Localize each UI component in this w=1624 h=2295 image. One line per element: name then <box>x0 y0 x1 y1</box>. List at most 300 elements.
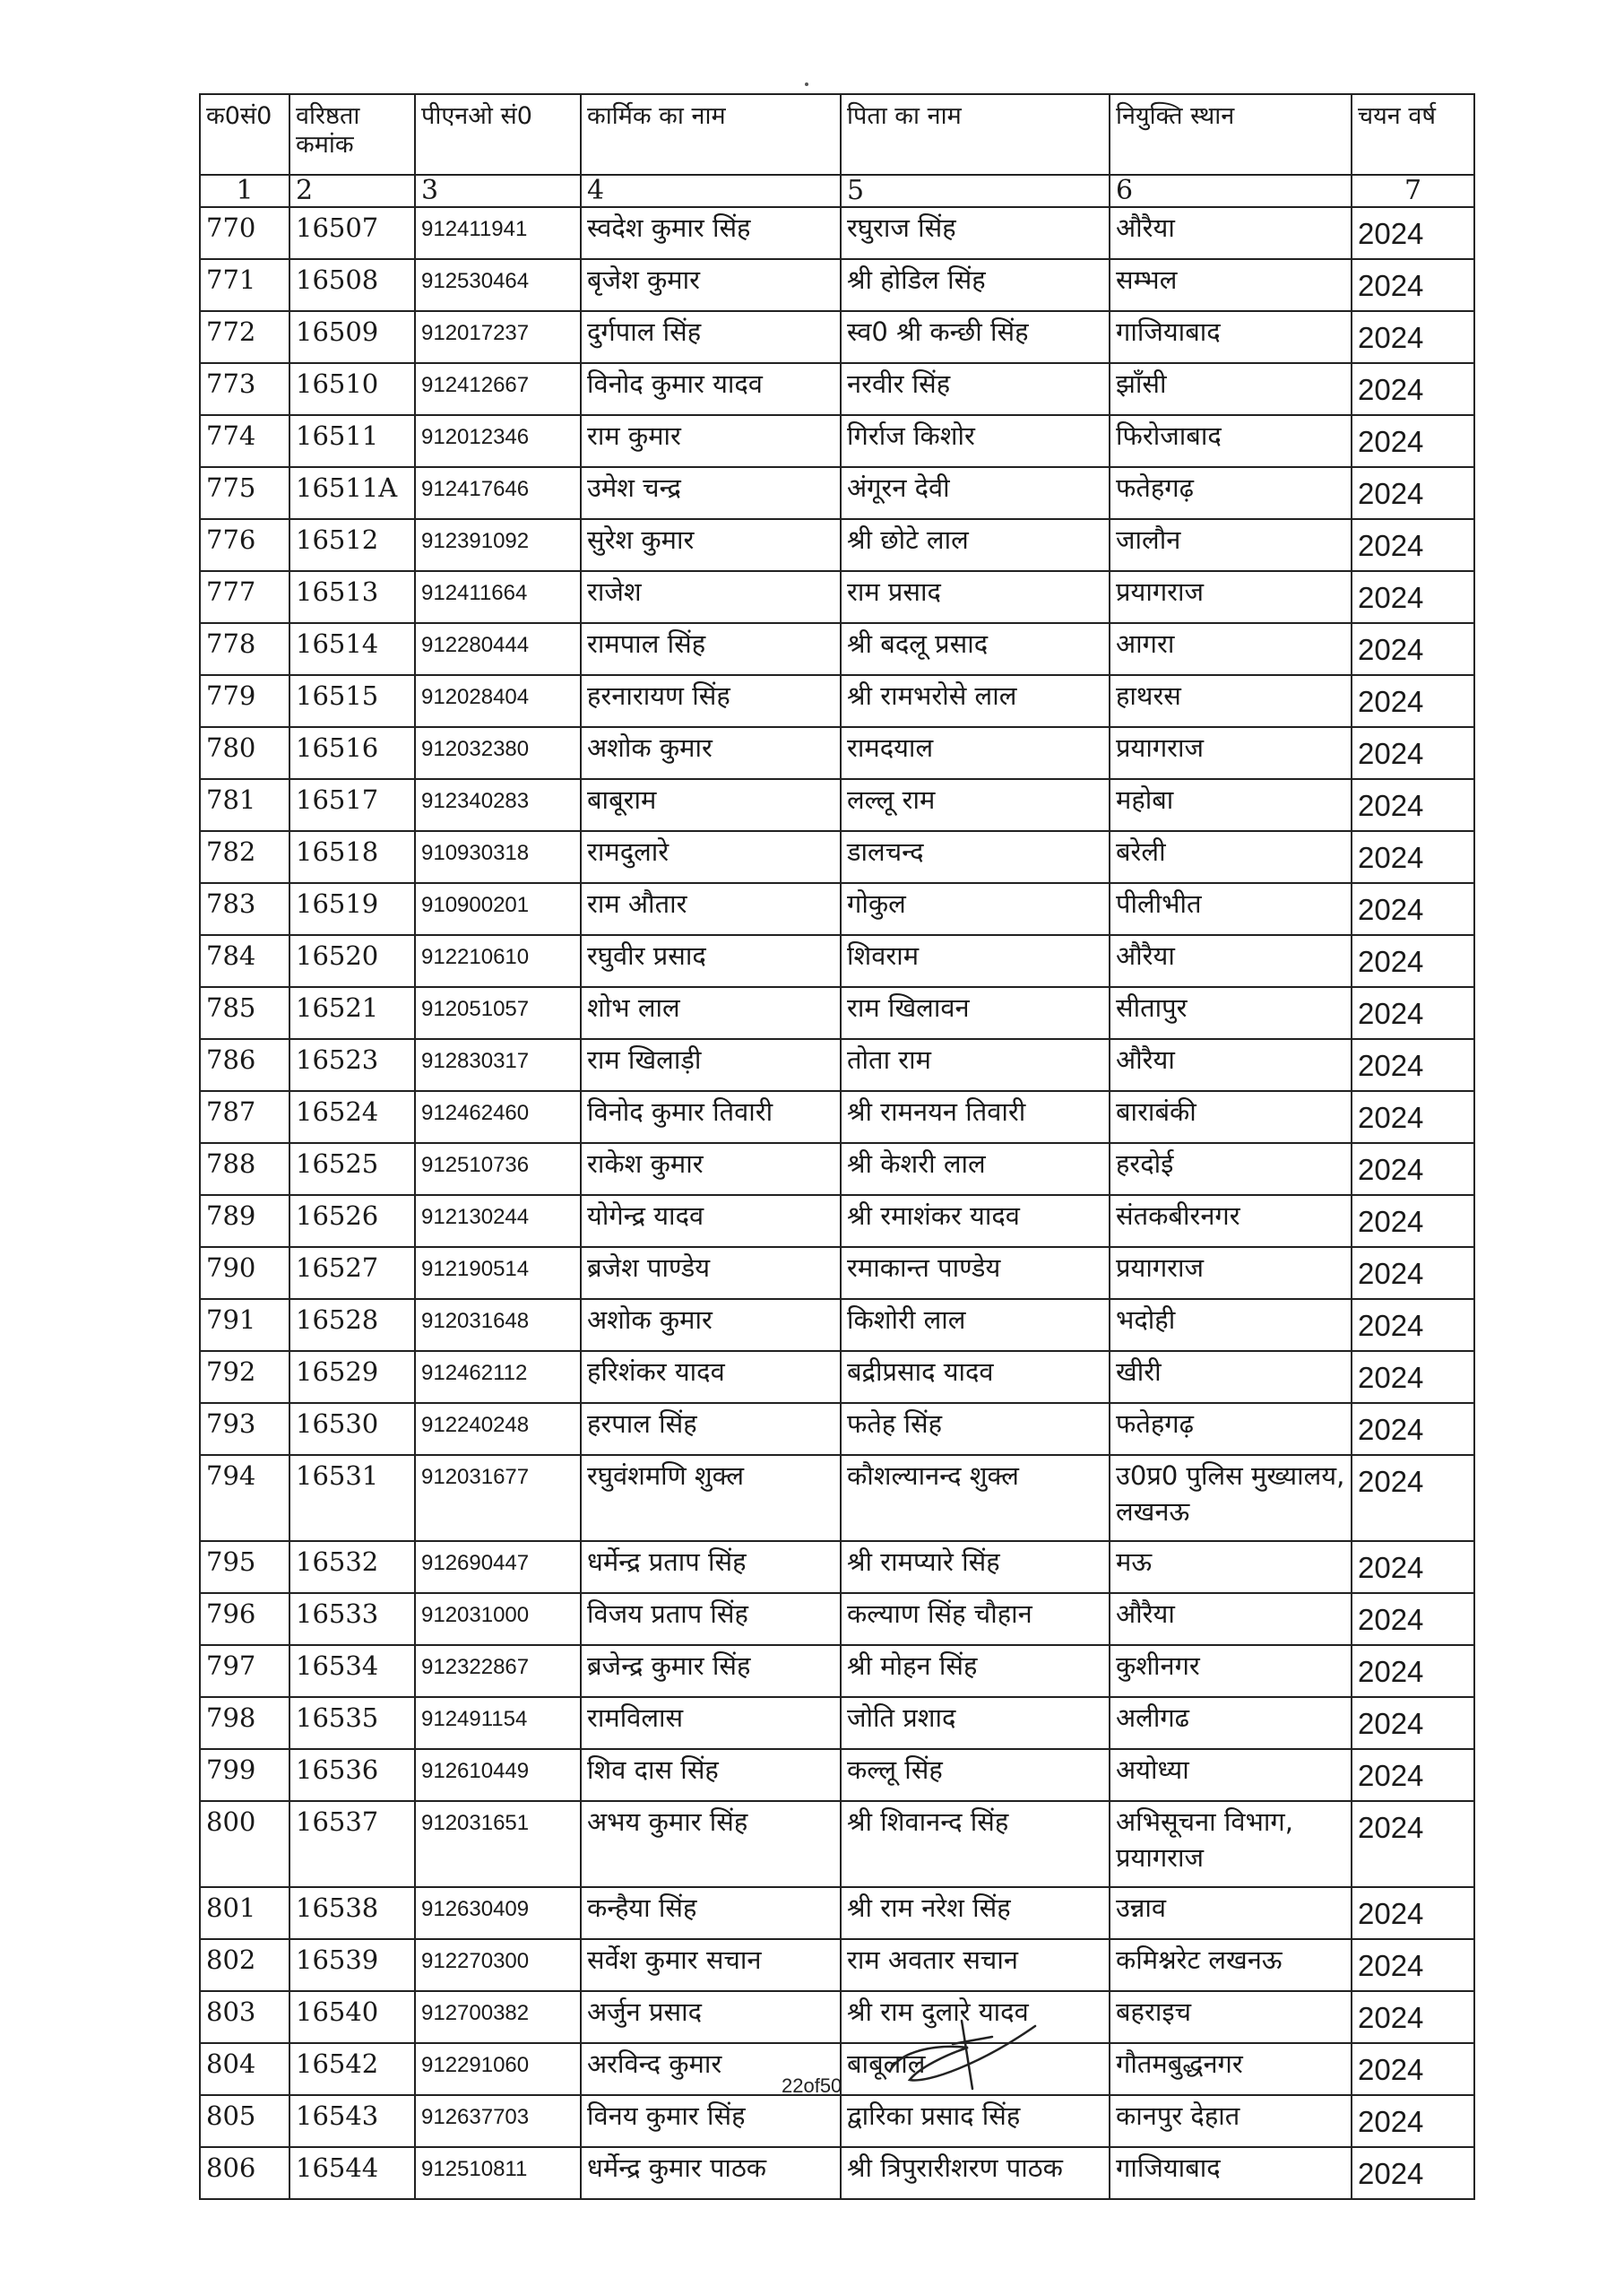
table-row <box>200 831 1474 883</box>
table-row <box>200 1091 1474 1143</box>
column-number: 3 <box>415 175 581 207</box>
name-cell: शोभ लाल <box>581 987 841 1039</box>
father-name-cell: श्री त्रिपुरारीशरण पाठक <box>841 2147 1110 2199</box>
name-cell: अभय कुमार सिंह <box>581 1801 841 1887</box>
pno-cell: 912017237 <box>415 311 581 363</box>
table-row <box>200 1541 1474 1593</box>
seniority-cell: 16532 <box>289 1541 415 1593</box>
serial-cell: 789 <box>200 1195 289 1247</box>
serial-cell: 790 <box>200 1247 289 1299</box>
pno-cell: 912530464 <box>415 259 581 311</box>
pno-cell: 912411664 <box>415 571 581 623</box>
scan-speck <box>805 82 808 86</box>
seniority-cell: 16521 <box>289 987 415 1039</box>
father-name-cell: बाबूलाल <box>841 2043 1110 2095</box>
father-name-cell: स्व0 श्री कन्छी सिंह <box>841 311 1110 363</box>
column-number: 2 <box>289 175 415 207</box>
pno-cell: 912610449 <box>415 1749 581 1801</box>
table-row <box>200 623 1474 675</box>
posting-place-cell: औरैया <box>1110 1593 1352 1645</box>
serial-cell: 796 <box>200 1593 289 1645</box>
pno-cell: 912240248 <box>415 1403 581 1455</box>
table-row <box>200 1887 1474 1939</box>
father-name-cell: राम खिलावन <box>841 987 1110 1039</box>
pno-cell: 912031000 <box>415 1593 581 1645</box>
table-row <box>200 987 1474 1039</box>
posting-place-cell: प्रयागराज <box>1110 1247 1352 1299</box>
selection-year-cell: 2024 <box>1352 467 1474 519</box>
seniority-cell: 16543 <box>289 2095 415 2147</box>
header-year: चयन वर्ष <box>1352 94 1474 175</box>
posting-place-cell: कानपुर देहात <box>1110 2095 1352 2147</box>
serial-cell: 804 <box>200 2043 289 2095</box>
table-row <box>200 1991 1474 2043</box>
serial-cell: 802 <box>200 1939 289 1991</box>
father-name-cell: श्री बदलू प्रसाद <box>841 623 1110 675</box>
name-cell: सर्वेश कुमार सचान <box>581 1939 841 1991</box>
serial-cell: 772 <box>200 311 289 363</box>
table-row <box>200 675 1474 727</box>
header-row <box>200 94 1474 175</box>
serial-cell: 799 <box>200 1749 289 1801</box>
father-name-cell: राम प्रसाद <box>841 571 1110 623</box>
table-row <box>200 519 1474 571</box>
seniority-cell: 16544 <box>289 2147 415 2199</box>
seniority-cell: 16508 <box>289 259 415 311</box>
table-row <box>200 207 1474 259</box>
father-name-cell: श्री रामनयन तिवारी <box>841 1091 1110 1143</box>
table-row <box>200 1593 1474 1645</box>
header-seniority: वरिष्ठता कमांक <box>289 94 415 175</box>
father-name-cell: श्री राम नरेश सिंह <box>841 1887 1110 1939</box>
seniority-cell: 16509 <box>289 311 415 363</box>
father-name-cell: श्री मोहन सिंह <box>841 1645 1110 1697</box>
father-name-cell: श्री छोटे लाल <box>841 519 1110 571</box>
name-cell: रामपाल सिंह <box>581 623 841 675</box>
pno-cell: 912012346 <box>415 415 581 467</box>
table-row <box>200 1351 1474 1403</box>
seniority-cell: 16510 <box>289 363 415 415</box>
posting-place-cell: कमिश्नरेट लखनऊ <box>1110 1939 1352 1991</box>
pno-cell: 912280444 <box>415 623 581 675</box>
pno-cell: 912510736 <box>415 1143 581 1195</box>
posting-place-cell: सीतापुर <box>1110 987 1352 1039</box>
selection-year-cell: 2024 <box>1352 1697 1474 1749</box>
selection-year-cell: 2024 <box>1352 311 1474 363</box>
selection-year-cell: 2024 <box>1352 571 1474 623</box>
serial-cell: 801 <box>200 1887 289 1939</box>
seniority-cell: 16519 <box>289 883 415 935</box>
name-cell: राकेश कुमार <box>581 1143 841 1195</box>
father-name-cell: श्री केशरी लाल <box>841 1143 1110 1195</box>
selection-year-cell: 2024 <box>1352 1541 1474 1593</box>
seniority-cell: 16518 <box>289 831 415 883</box>
father-name-cell: श्री शिवानन्द सिंह <box>841 1801 1110 1887</box>
table-row <box>200 1645 1474 1697</box>
father-name-cell: रमाकान्त पाण्डेय <box>841 1247 1110 1299</box>
posting-place-cell: औरैया <box>1110 935 1352 987</box>
seniority-cell: 16529 <box>289 1351 415 1403</box>
signature-icon <box>883 2001 1044 2100</box>
seniority-cell: 16542 <box>289 2043 415 2095</box>
column-number: 7 <box>1352 175 1474 207</box>
pno-cell: 912031651 <box>415 1801 581 1887</box>
seniority-cell: 16520 <box>289 935 415 987</box>
father-name-cell: कौशल्यानन्द शुक्ल <box>841 1455 1110 1541</box>
pno-cell: 912051057 <box>415 987 581 1039</box>
serial-cell: 782 <box>200 831 289 883</box>
pno-cell: 912032380 <box>415 727 581 779</box>
pno-cell: 912510811 <box>415 2147 581 2199</box>
column-number: 6 <box>1110 175 1352 207</box>
seniority-cell: 16507 <box>289 207 415 259</box>
posting-place-cell: अयोध्या <box>1110 1749 1352 1801</box>
header-pno: पीएनओ सं0 <box>415 94 581 175</box>
name-cell: राम खिलाड़ी <box>581 1039 841 1091</box>
posting-place-cell: झाँसी <box>1110 363 1352 415</box>
seniority-cell: 16536 <box>289 1749 415 1801</box>
header-serial: क0सं0 <box>200 94 289 175</box>
posting-place-cell: प्रयागराज <box>1110 727 1352 779</box>
posting-place-cell: संतकबीरनगर <box>1110 1195 1352 1247</box>
table-row <box>200 1195 1474 1247</box>
serial-cell: 773 <box>200 363 289 415</box>
table-row <box>200 1455 1474 1541</box>
selection-year-cell: 2024 <box>1352 207 1474 259</box>
serial-cell: 774 <box>200 415 289 467</box>
name-cell: रघुवंशमणि शुक्ल <box>581 1455 841 1541</box>
name-cell: विनोद कुमार तिवारी <box>581 1091 841 1143</box>
father-name-cell: श्री होडिल सिंह <box>841 259 1110 311</box>
serial-cell: 794 <box>200 1455 289 1541</box>
father-name-cell: श्री रामभरोसे लाल <box>841 675 1110 727</box>
serial-cell: 805 <box>200 2095 289 2147</box>
seniority-cell: 16540 <box>289 1991 415 2043</box>
selection-year-cell: 2024 <box>1352 883 1474 935</box>
name-cell: ब्रजेन्द्र कुमार सिंह <box>581 1645 841 1697</box>
table-row <box>200 1403 1474 1455</box>
name-cell: अशोक कुमार <box>581 1299 841 1351</box>
serial-cell: 793 <box>200 1403 289 1455</box>
posting-place-cell: औरैया <box>1110 1039 1352 1091</box>
name-cell: हरिशंकर यादव <box>581 1351 841 1403</box>
posting-place-cell: बरेली <box>1110 831 1352 883</box>
serial-cell: 784 <box>200 935 289 987</box>
pno-cell: 912130244 <box>415 1195 581 1247</box>
father-name-cell: लल्लू राम <box>841 779 1110 831</box>
father-name-cell: श्री रमाशंकर यादव <box>841 1195 1110 1247</box>
serial-cell: 785 <box>200 987 289 1039</box>
page-number: 22of50 <box>782 2074 842 2097</box>
pno-cell: 912031677 <box>415 1455 581 1541</box>
name-cell: ब्रजेश पाण्डेय <box>581 1247 841 1299</box>
name-cell: धर्मेन्द्र कुमार पाठक <box>581 2147 841 2199</box>
name-cell: अरविन्द कुमार <box>581 2043 841 2095</box>
seniority-cell: 16513 <box>289 571 415 623</box>
selection-year-cell: 2024 <box>1352 1039 1474 1091</box>
pno-cell: 912210610 <box>415 935 581 987</box>
father-name-cell: तोता राम <box>841 1039 1110 1091</box>
posting-place-cell: गौतमबुद्धनगर <box>1110 2043 1352 2095</box>
seniority-cell: 16531 <box>289 1455 415 1541</box>
selection-year-cell: 2024 <box>1352 1801 1474 1887</box>
seniority-cell: 16516 <box>289 727 415 779</box>
father-name-cell: जोति प्रशाद <box>841 1697 1110 1749</box>
selection-year-cell: 2024 <box>1352 623 1474 675</box>
seniority-cell: 16538 <box>289 1887 415 1939</box>
selection-year-cell: 2024 <box>1352 1593 1474 1645</box>
serial-cell: 786 <box>200 1039 289 1091</box>
pno-cell: 912028404 <box>415 675 581 727</box>
name-cell: कन्हैया सिंह <box>581 1887 841 1939</box>
serial-cell: 806 <box>200 2147 289 2199</box>
posting-place-cell: महोबा <box>1110 779 1352 831</box>
selection-year-cell: 2024 <box>1352 1403 1474 1455</box>
serial-cell: 777 <box>200 571 289 623</box>
pno-cell: 912190514 <box>415 1247 581 1299</box>
seniority-cell: 16525 <box>289 1143 415 1195</box>
serial-cell: 788 <box>200 1143 289 1195</box>
table-row <box>200 415 1474 467</box>
posting-place-cell: खीरी <box>1110 1351 1352 1403</box>
serial-cell: 798 <box>200 1697 289 1749</box>
name-cell: विनय कुमार सिंह <box>581 2095 841 2147</box>
selection-year-cell: 2024 <box>1352 1351 1474 1403</box>
selection-year-cell: 2024 <box>1352 727 1474 779</box>
column-number: 1 <box>200 175 289 207</box>
posting-place-cell: आगरा <box>1110 623 1352 675</box>
posting-place-cell: फतेहगढ़ <box>1110 1403 1352 1455</box>
name-cell: योगेन्द्र यादव <box>581 1195 841 1247</box>
table-row <box>200 727 1474 779</box>
pno-cell: 912031648 <box>415 1299 581 1351</box>
seniority-cell: 16514 <box>289 623 415 675</box>
table-row <box>200 467 1474 519</box>
pno-cell: 912340283 <box>415 779 581 831</box>
father-name-cell: फतेह सिंह <box>841 1403 1110 1455</box>
pno-cell: 912491154 <box>415 1697 581 1749</box>
seniority-cell: 16527 <box>289 1247 415 1299</box>
posting-place-cell: पीलीभीत <box>1110 883 1352 935</box>
selection-year-cell: 2024 <box>1352 1247 1474 1299</box>
name-cell: स्वदेश कुमार सिंह <box>581 207 841 259</box>
seniority-cell: 16539 <box>289 1939 415 1991</box>
pno-cell: 912830317 <box>415 1039 581 1091</box>
selection-year-cell: 2024 <box>1352 2095 1474 2147</box>
serial-cell: 770 <box>200 207 289 259</box>
serial-cell: 795 <box>200 1541 289 1593</box>
name-cell: दुर्गपाल सिंह <box>581 311 841 363</box>
table-body <box>200 207 1474 2199</box>
seniority-cell: 16535 <box>289 1697 415 1749</box>
seniority-cell: 16512 <box>289 519 415 571</box>
serial-cell: 783 <box>200 883 289 935</box>
selection-year-cell: 2024 <box>1352 1195 1474 1247</box>
father-name-cell: अंगूरन देवी <box>841 467 1110 519</box>
seniority-cell: 16517 <box>289 779 415 831</box>
selection-year-cell: 2024 <box>1352 675 1474 727</box>
selection-year-cell: 2024 <box>1352 987 1474 1039</box>
serial-cell: 792 <box>200 1351 289 1403</box>
posting-place-cell: बहराइच <box>1110 1991 1352 2043</box>
pno-cell: 912690447 <box>415 1541 581 1593</box>
pno-cell: 912412667 <box>415 363 581 415</box>
father-name-cell: रघुराज सिंह <box>841 207 1110 259</box>
name-cell: रामदुलारे <box>581 831 841 883</box>
column-number: 5 <box>841 175 1110 207</box>
pno-cell: 912291060 <box>415 2043 581 2095</box>
table-row <box>200 1143 1474 1195</box>
father-name-cell: किशोरी लाल <box>841 1299 1110 1351</box>
selection-year-cell: 2024 <box>1352 1939 1474 1991</box>
father-name-cell: राम अवतार सचान <box>841 1939 1110 1991</box>
selection-year-cell: 2024 <box>1352 363 1474 415</box>
serial-cell: 771 <box>200 259 289 311</box>
father-name-cell: डालचन्द <box>841 831 1110 883</box>
serial-cell: 803 <box>200 1991 289 2043</box>
selection-year-cell: 2024 <box>1352 1455 1474 1541</box>
table-row <box>200 2147 1474 2199</box>
table-row <box>200 883 1474 935</box>
serial-cell: 787 <box>200 1091 289 1143</box>
posting-place-cell: प्रयागराज <box>1110 571 1352 623</box>
posting-place-cell: गाजियाबाद <box>1110 2147 1352 2199</box>
header-name: कार्मिक का नाम <box>581 94 841 175</box>
posting-place-cell: भदोही <box>1110 1299 1352 1351</box>
pno-cell: 912322867 <box>415 1645 581 1697</box>
name-cell: विनोद कुमार यादव <box>581 363 841 415</box>
table-row <box>200 363 1474 415</box>
seniority-cell: 16511 <box>289 415 415 467</box>
name-cell: हरपाल सिंह <box>581 1403 841 1455</box>
posting-place-cell: कुशीनगर <box>1110 1645 1352 1697</box>
seniority-cell: 16533 <box>289 1593 415 1645</box>
selection-year-cell: 2024 <box>1352 519 1474 571</box>
selection-year-cell: 2024 <box>1352 415 1474 467</box>
posting-place-cell: औरैया <box>1110 207 1352 259</box>
table-row <box>200 1801 1474 1887</box>
selection-year-cell: 2024 <box>1352 1645 1474 1697</box>
posting-place-cell: फतेहगढ़ <box>1110 467 1352 519</box>
selection-year-cell: 2024 <box>1352 1749 1474 1801</box>
header-father: पिता का नाम <box>841 94 1110 175</box>
pno-cell: 912462460 <box>415 1091 581 1143</box>
serial-cell: 780 <box>200 727 289 779</box>
father-name-cell: शिवराम <box>841 935 1110 987</box>
table-row <box>200 311 1474 363</box>
pno-cell: 912417646 <box>415 467 581 519</box>
personnel-table <box>199 93 1475 2200</box>
seniority-cell: 16534 <box>289 1645 415 1697</box>
posting-place-cell: जालौन <box>1110 519 1352 571</box>
father-name-cell: रामदयाल <box>841 727 1110 779</box>
pno-cell: 912700382 <box>415 1991 581 2043</box>
posting-place-cell: अभिसूचना विभाग, प्रयागराज <box>1110 1801 1352 1887</box>
serial-cell: 781 <box>200 779 289 831</box>
seniority-cell: 16537 <box>289 1801 415 1887</box>
posting-place-cell: फिरोजाबाद <box>1110 415 1352 467</box>
father-name-cell: द्वारिका प्रसाद सिंह <box>841 2095 1110 2147</box>
header-place: नियुक्ति स्थान <box>1110 94 1352 175</box>
name-cell: विजय प्रताप सिंह <box>581 1593 841 1645</box>
name-cell: राजेश <box>581 571 841 623</box>
table-row <box>200 779 1474 831</box>
serial-cell: 776 <box>200 519 289 571</box>
column-number: 4 <box>581 175 841 207</box>
selection-year-cell: 2024 <box>1352 2043 1474 2095</box>
name-cell: अशोक कुमार <box>581 727 841 779</box>
pno-cell: 912637703 <box>415 2095 581 2147</box>
table-row <box>200 935 1474 987</box>
pno-cell: 912391092 <box>415 519 581 571</box>
serial-cell: 800 <box>200 1801 289 1887</box>
selection-year-cell: 2024 <box>1352 1091 1474 1143</box>
father-name-cell: कल्याण सिंह चौहान <box>841 1593 1110 1645</box>
name-cell: हरनारायण सिंह <box>581 675 841 727</box>
table-row <box>200 1039 1474 1091</box>
posting-place-cell: उ0प्र0 पुलिस मुख्यालय, लखनऊ <box>1110 1455 1352 1541</box>
table-row <box>200 1697 1474 1749</box>
pno-cell: 912270300 <box>415 1939 581 1991</box>
table-row <box>200 259 1474 311</box>
name-cell: राम कुमार <box>581 415 841 467</box>
table-row <box>200 1299 1474 1351</box>
name-cell: रघुवीर प्रसाद <box>581 935 841 987</box>
table-row <box>200 571 1474 623</box>
pno-cell: 912462112 <box>415 1351 581 1403</box>
serial-cell: 779 <box>200 675 289 727</box>
selection-year-cell: 2024 <box>1352 779 1474 831</box>
posting-place-cell: गाजियाबाद <box>1110 311 1352 363</box>
selection-year-cell: 2024 <box>1352 1991 1474 2043</box>
selection-year-cell: 2024 <box>1352 1143 1474 1195</box>
table-row <box>200 1749 1474 1801</box>
seniority-cell: 16523 <box>289 1039 415 1091</box>
seniority-cell: 16530 <box>289 1403 415 1455</box>
name-cell: उमेश चन्द्र <box>581 467 841 519</box>
selection-year-cell: 2024 <box>1352 1887 1474 1939</box>
pno-cell: 910900201 <box>415 883 581 935</box>
selection-year-cell: 2024 <box>1352 2147 1474 2199</box>
name-cell: शिव दास सिंह <box>581 1749 841 1801</box>
column-number-row <box>200 175 1474 207</box>
father-name-cell: श्री रामप्यारे सिंह <box>841 1541 1110 1593</box>
name-cell: धर्मेन्द्र प्रताप सिंह <box>581 1541 841 1593</box>
posting-place-cell: हाथरस <box>1110 675 1352 727</box>
father-name-cell: गोकुल <box>841 883 1110 935</box>
posting-place-cell: उन्नाव <box>1110 1887 1352 1939</box>
pno-cell: 910930318 <box>415 831 581 883</box>
serial-cell: 775 <box>200 467 289 519</box>
name-cell: अर्जुन प्रसाद <box>581 1991 841 2043</box>
posting-place-cell: बाराबंकी <box>1110 1091 1352 1143</box>
name-cell: बाबूराम <box>581 779 841 831</box>
pno-cell: 912411941 <box>415 207 581 259</box>
seniority-cell: 16526 <box>289 1195 415 1247</box>
seniority-cell: 16511A <box>289 467 415 519</box>
name-cell: सुरेश कुमार <box>581 519 841 571</box>
serial-cell: 797 <box>200 1645 289 1697</box>
selection-year-cell: 2024 <box>1352 259 1474 311</box>
name-cell: रामविलास <box>581 1697 841 1749</box>
posting-place-cell: हरदोई <box>1110 1143 1352 1195</box>
name-cell: राम औतार <box>581 883 841 935</box>
name-cell: बृजेश कुमार <box>581 259 841 311</box>
posting-place-cell: सम्भल <box>1110 259 1352 311</box>
serial-cell: 778 <box>200 623 289 675</box>
father-name-cell: कल्लू सिंह <box>841 1749 1110 1801</box>
posting-place-cell: मऊ <box>1110 1541 1352 1593</box>
